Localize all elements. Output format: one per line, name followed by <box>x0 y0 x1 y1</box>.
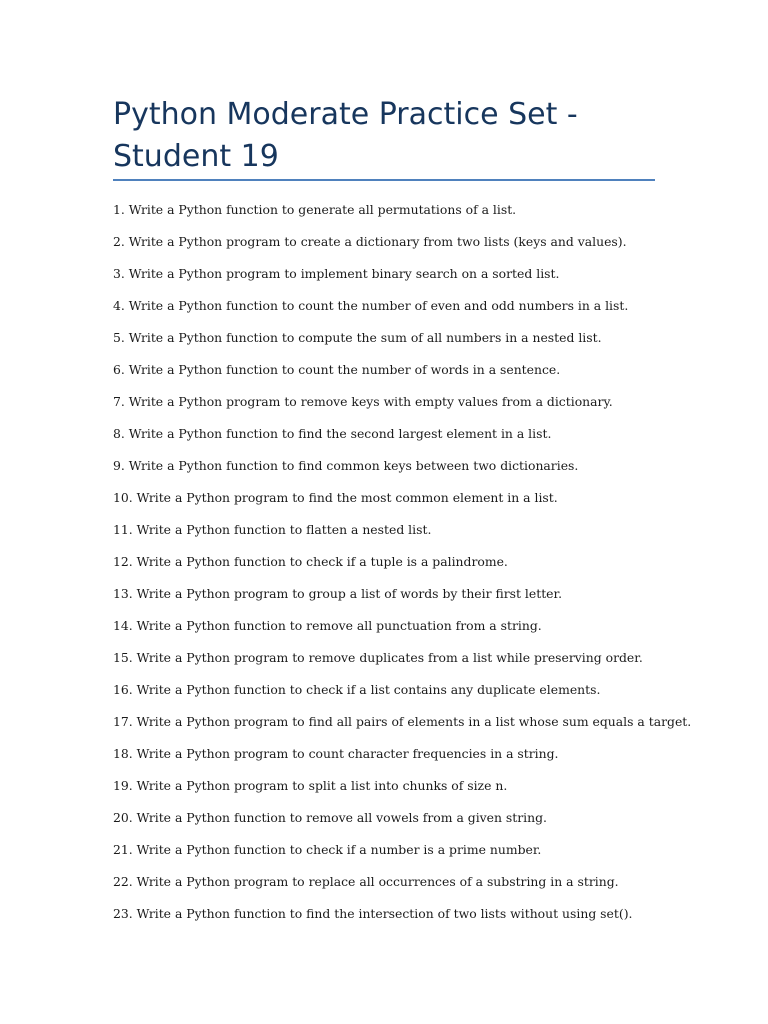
title-underline <box>113 179 655 181</box>
list-item: 6. Write a Python function to count the number of words in a sentence. <box>113 362 561 377</box>
list-item: 21. Write a Python function to check if a number is a prime number. <box>113 842 542 857</box>
list-item: 5. Write a Python function to compute the sum of all numbers in a nested list. <box>113 330 602 345</box>
document-title: Python Moderate Practice Set - Student 19 <box>113 97 578 174</box>
list-item: 7. Write a Python program to remove keys with empty values from a dictionary. <box>113 394 613 409</box>
list-item: 4. Write a Python function to count the number of even and odd numbers in a list. <box>113 298 629 313</box>
list-item: 8. Write a Python function to find the second largest element in a list. <box>113 426 552 441</box>
list-item: 10. Write a Python program to find the most common element in a list. <box>113 490 558 505</box>
list-item: 2. Write a Python program to create a dictionary from two lists (keys and values). <box>113 234 627 249</box>
list-item: 20. Write a Python function to remove all vowels from a given string. <box>113 810 547 825</box>
list-item: 9. Write a Python function to find common keys between two dictionaries. <box>113 458 579 473</box>
list-item: 16. Write a Python function to check if a list contains any duplicate elements. <box>113 682 601 697</box>
list-item: 1. Write a Python function to generate all permutations of a list. <box>113 202 517 217</box>
list-item: 12. Write a Python function to check if a tuple is a palindrome. <box>113 554 508 569</box>
list-item: 14. Write a Python function to remove all punctuation from a string. <box>113 618 542 633</box>
exercise-list <box>113 200 713 936</box>
list-item: 17. Write a Python program to find all pairs of elements in a list whose sum equals a target. <box>113 714 692 729</box>
list-item: 23. Write a Python function to find the intersection of two lists without using set(). <box>113 906 633 921</box>
list-item: 11. Write a Python function to flatten a nested list. <box>113 522 432 537</box>
list-item: 18. Write a Python program to count character frequencies in a string. <box>113 746 559 761</box>
list-item: 3. Write a Python program to implement binary search on a sorted list. <box>113 266 560 281</box>
list-item: 15. Write a Python program to remove duplicates from a list while preserving order. <box>113 650 643 665</box>
list-item: 19. Write a Python program to split a list into chunks of size n. <box>113 778 508 793</box>
list-item: 13. Write a Python program to group a list of words by their first letter. <box>113 586 563 601</box>
list-item: 22. Write a Python program to replace all occurrences of a substring in a string. <box>113 874 619 889</box>
